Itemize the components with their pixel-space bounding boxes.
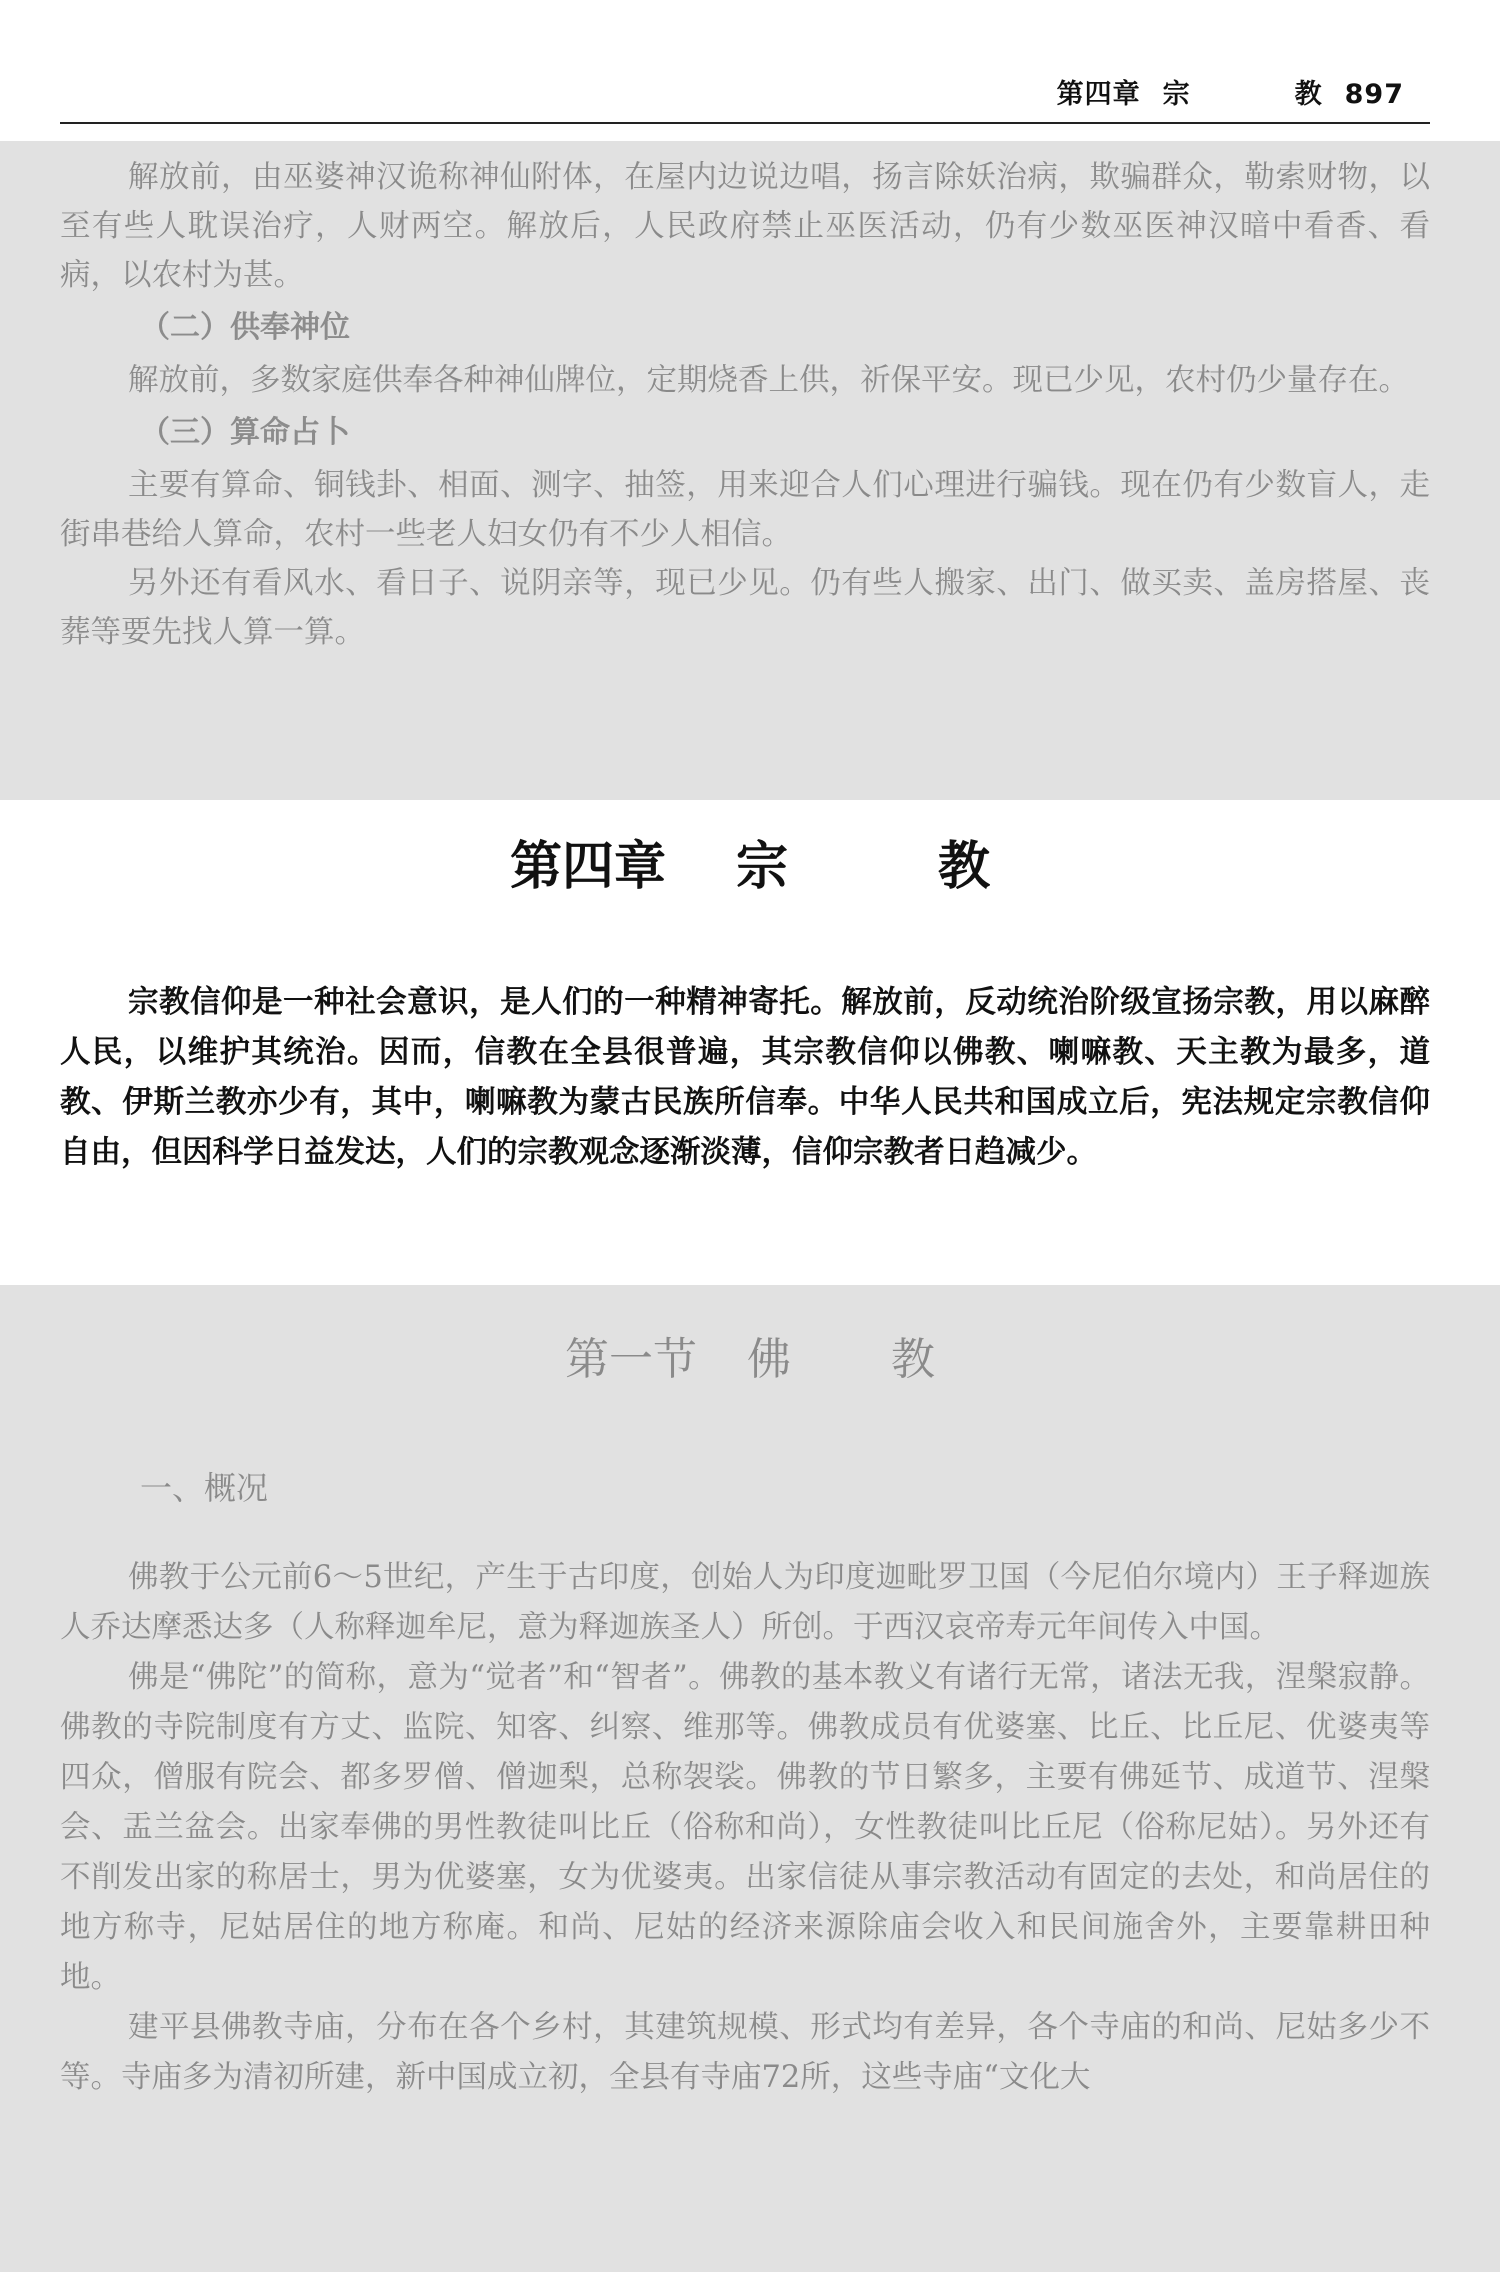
chapter-title-word-2: 教 — [938, 836, 991, 897]
chapter-title — [0, 824, 1500, 899]
section-title-word-1: 佛 — [747, 1334, 791, 1385]
section-heading: 一、概况 — [140, 1469, 269, 1507]
paragraph: 佛是“佛陀”的简称，意为“觉者”和“智者”。佛教的基本教义有诸行无常，诸法无我，涅槃寂静。佛教的寺院制度有方丈、监院、知客、纠察、维那等。佛教成员有优婆塞、比丘、比丘尼、优婆夷等四众，僧服有院会、都多罗僧、僧迦梨，总称袈裟。佛教的节日繁多，主要有佛延节、成道节、涅槃会、盂兰盆会。出家奉佛的男性教徒叫比丘（俗称和尚），女性教徒叫比丘尼（俗称尼姑）。另外还有不削发出家的称居士，男为优婆塞，女为优婆夷。出家信徒从事宗教活动有固定的去处，和尚居住的地方称寺，尼姑居住的地方称庵。和尚、尼姑的经济来源除庙会收入和民间施舍外，主要靠耕田种地。 — [60, 1660, 1430, 1995]
paragraph: 解放前，多数家庭供奉各种神仙牌位，定期烧香上供，祈保平安。现已少见，农村仍少量存在。 — [128, 363, 1409, 398]
paragraph: 主要有算命、铜钱卦、相面、测字、抽签，用来迎合人们心理进行骗钱。现在仍有少数盲人，走街串巷给人算命，农村一些老人妇女仍有不少人相信。 — [60, 468, 1430, 552]
header-rule — [60, 122, 1430, 124]
paragraph: 另外还有看风水、看日子、说阴亲等，现已少见。仍有些人搬家、出门、做买卖、盖房搭屋、丧葬等要先找人算一算。 — [60, 566, 1430, 650]
previous-section-greyed — [0, 141, 1500, 800]
header-word-1: 宗 — [1162, 79, 1191, 110]
next-section-greyed — [0, 1285, 1500, 2272]
paragraph: 佛教于公元前6～5世纪，产生于古印度，创始人为印度迦毗罗卫国（今尼伯尔境内）王子释迦族人乔达摩悉达多（人称释迦牟尼，意为释迦族圣人）所创。于西汉哀帝寿元年间传入中国。 — [60, 1560, 1430, 1645]
section-title — [0, 1323, 1500, 1387]
paragraph: 解放前，由巫婆神汉诡称神仙附体，在屋内边说边唱，扬言除妖治病，欺骗群众，勒索财物，以至有些人耽误治疗，人财两空。解放后，人民政府禁止巫医活动，仍有少数巫医神汉暗中看香、看病，以农村为甚。 — [60, 160, 1430, 293]
paragraph: 建平县佛教寺庙，分布在各个乡村，其建筑规模、形式均有差异，各个寺庙的和尚、尼姑多少不等。寺庙多为清初所建，新中国成立初，全县有寺庙72所，这些寺庙“文化大 — [60, 2010, 1430, 2095]
chapter-title-word-1: 宗 — [735, 836, 788, 897]
running-header — [0, 0, 1500, 140]
header-chapter: 第四章 — [1056, 79, 1141, 110]
subheading: （三）算命占卜 — [140, 415, 350, 450]
header-word-2: 教 — [1294, 79, 1323, 110]
chapter-block — [0, 800, 1500, 1285]
section-title-number: 第一节 — [565, 1334, 697, 1385]
subheading: （二）供奉神位 — [140, 310, 350, 345]
page-number: 897 — [1344, 79, 1404, 110]
header-text — [1057, 72, 1404, 111]
chapter-title-number: 第四章 — [509, 836, 666, 897]
chapter-intro: 宗教信仰是一种社会意识，是人们的一种精神寄托。解放前，反动统治阶级宣扬宗教，用以麻醉人民，以维护其统治。因而，信教在全县很普遍，其宗教信仰以佛教、喇嘛教、天主教为最多，道教、伊斯兰教亦少有，其中，喇嘛教为蒙古民族所信奉。中华人民共和国成立后，宪法规定宗教信仰自由，但因科学日益发达，人们的宗教观念逐渐淡薄，信仰宗教者日趋减少。 — [60, 985, 1430, 1170]
section-title-word-2: 教 — [891, 1334, 935, 1385]
